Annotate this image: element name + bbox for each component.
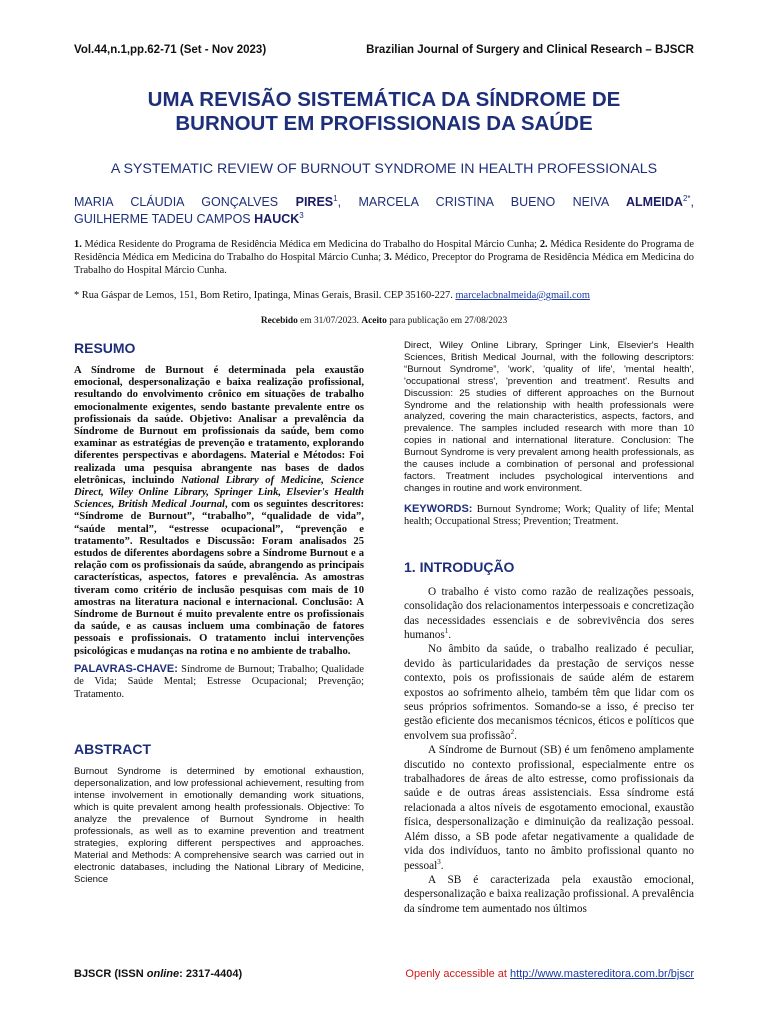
author-line-2: GUILHERME TADEU CAMPOS HAUCK$^3$ (74, 210, 304, 226)
journal-name: Brazilian Journal of Surgery and Clinical Research – BJSCR (366, 44, 694, 56)
running-header (74, 44, 694, 58)
abstract-body-right: Direct, Wiley Online Library, Springer Link, Elsevier's Health Sciences, British Medical Journal, with the following descriptors: “Burnout Syndrome”, 'work', 'quality of life', 'mental health', 'occupational stress', 'prevention and treatment'. Results and Discussion: 25 studies of different approaches on the Burnout Syndrome and the relationship with health professionals were analyzed, covering the main characteristics, aspects, factors, and prevalence. The samples included research with more than 10 copies in national and international literature. Conclusion: The Burnout Syndrome is very prevalent among health professionals, as the causes include a combination of personal and professional factors. Treatment includes psychological interventions and changes in routine and work environment. (404, 340, 694, 494)
paragraph: No âmbito da saúde, o trabalho realizado é peculiar, devido às particularidades da prestação de serviços nesse contexto, pois os profissionais de saúde além de estarem expostos ao sofrimento alheio, também têm que lidar com os seus próprios sofrimentos. Somando-se a isso, é preciso ter gestão eficiente dos mecanismos técnicos, éticos e políticos que envolvem sua profissão$^2$. (404, 643, 694, 742)
left-column (74, 340, 364, 885)
issn-info: BJSCR (ISSN online: 2317-4404) (74, 968, 243, 980)
abstract-body-left: Burnout Syndrome is determined by emotional exhaustion, depersonalization, and low professional achievement, resulting from intense involvement in emotionally demanding work situations, which is quite prevalent among health professionals. Objective: To analyze the prevalence of Burnout Syndrome in health professionals, as well as to examine prevention and treatment strategies, exploring different perspectives and approaches. Material and Methods: A comprehensive search was carried out in electronic databases, including the National Library of Medicine, Science (74, 766, 364, 885)
open-access-note: Openly accessible at http://www.mastereditora.com.br/bjscr (405, 968, 694, 980)
introduction-body (404, 585, 694, 916)
introduction-heading: 1. INTRODUÇÃO (404, 558, 515, 575)
paragraph: A Síndrome de Burnout (SB) é um fenômeno amplamente discutido no contexto profissional, especialmente entre os trabalhadores de áreas de alto estresse, como profissionais da saúde e de outras áreas assistenciais. Essa síndrome está relacionada a altos níveis de esgotamento emocional, exaustão física, despersonalização e diminuição da realização pessoal. Além disso, a SB pode afetar negativamente a qualidade de vida dos indivíduos, tanto no âmbito profissional quanto no pessoal$^3$. (404, 744, 694, 872)
affiliations: 1. Médica Residente do Programa de Residência Médica em Medicina do Trabalho do Hospital Márcio Cunha; 2. Médica Residente do Programa de Residência Médica em Medicina do Trabalho do Hospital Márcio Cunha; 3. Médico, Preceptor do Programa de Residência Médica em Medicina do Trabalho do Hospital Márcio Cunha. (74, 239, 694, 276)
palavras-chave: PALAVRAS-CHAVE: Síndrome de Burnout; Trabalho; Qualidade de Vida; Saúde Mental; Estresse Ocupacional; Prevenção; Tratamento. (74, 662, 364, 700)
author-line-1: MARIA CLÁUDIA GONÇALVES PIRES$^1$, MARCELA CRISTINA BUENO NEIVA $ALMEIDA^{2*}$, (74, 193, 695, 209)
english-title: A SYSTEMATIC REVIEW OF BURNOUT SYNDROME IN HEALTH PROFESSIONALS (110, 161, 658, 177)
author-list (74, 194, 694, 228)
resumo-body: A Síndrome de Burnout é determinada pela exaustão emocional, despersonalização e baixa realização profissional, resultando do envolvimento crônico em situações de trabalho emocionalmente exigentes, sendo bastante prevalente entre os profissionais da saúde. Objetivo: Analisar a prevalência da Síndrome de Burnout em profissionais da saúde, bem como examinar as estratégias de prevenção e tratamento, explorando diferentes perspectivas e abordagens. Material e Métodos: Foi realizada uma pesquisa abrangente nas bases de dados eletrônicas, incluindo National Library of Medicine, Science Direct, Wiley Online Library, Springer Link, Elsevier's Health Sciences, British Medical Journal, com os seguintes descritores: “Síndrome de Burnout”, “trabalho”, “qualidade de vida”, “saúde mental”, “estresse ocupacional”, “prevenção e tratamento”. Resultados e Discussão: Foram analisados 25 estudos de diferentes abordagens sobre a Síndrome Burnout e a relação com os profissionais da saúde, abrangendo as principais características, aspectos, fatores e prevalência. As amostras tiveram como critério de inclusão pesquisas com mais de 10 amostras na literatura nacional e internacional. Conclusão: A Síndrome de Burnout é muito prevalente entre os profissionais da saúde, e as causas incluem uma combinação de fatores pessoais e profissionais. O tratamento inclui intervenções psicológicas e mudanças na rotina e no ambiente de trabalho. (74, 365, 364, 657)
page-footer (74, 968, 694, 982)
palavras-chave-label: PALAVRAS-CHAVE: (74, 662, 178, 675)
paragraph: O trabalho é visto como razão de realizações pessoais, consolidação dos relacionamentos interpessoais e concretização das necessidades essenciais e de sobrevivência dos seres humanos$^1$. (404, 585, 694, 641)
right-column (404, 340, 694, 916)
paper-title (74, 88, 694, 136)
journal-url-link[interactable]: http://www.mastereditora.com.br/bjscr (509, 968, 694, 980)
title-line-2: BURNOUT EM PROFISSIONAIS DA SAÚDE (175, 112, 593, 135)
volume-info: Vol.44,n.1,pp.62-71 (Set - Nov 2023) (74, 44, 267, 56)
keywords: KEYWORDS: Burnout Syndrome; Work; Quality of life; Mental health; Occupational Stress; Prevention; Treatment. (404, 502, 694, 528)
title-line-1: UMA REVISÃO SISTEMÁTICA DA SÍNDROME DE (147, 88, 621, 111)
email-link[interactable]: marcelacbnalmeida@gmail.com (455, 290, 590, 301)
received-dates: Recebido em 31/07/2023. Aceito para publicação em 27/08/2023 (260, 316, 508, 326)
author-surname: HAUCK (254, 212, 300, 226)
keywords-label: KEYWORDS: (404, 502, 473, 515)
correspondence-address: * Rua Gáspar de Lemos, 151, Bom Retiro, Ipatinga, Minas Gerais, Brasil. CEP 35160-227. marcelacbnalmeida@gmail.com (74, 290, 590, 301)
author-surname: PIRES (295, 195, 334, 209)
abstract-heading: ABSTRACT (74, 741, 151, 758)
author-surname: ALMEIDA (626, 195, 683, 209)
paragraph: A SB é caracterizada pela exaustão emocional, despersonalização e baixa realização profissional. A prevalência da síndrome tem aumentado nos últimos (404, 873, 694, 915)
resumo-heading: RESUMO (74, 340, 136, 356)
